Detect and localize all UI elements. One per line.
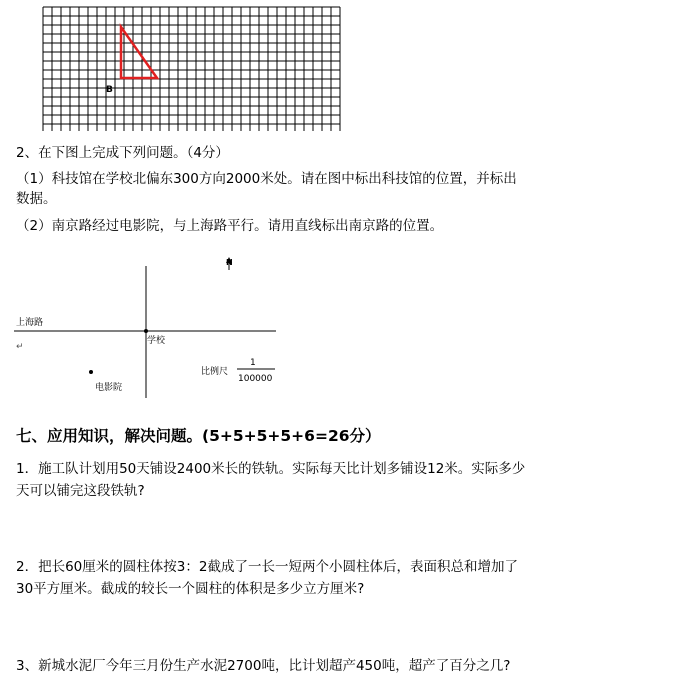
return-mark-icon: ↵ xyxy=(16,342,24,352)
scale-denominator: 100000 xyxy=(238,374,273,384)
school-dot xyxy=(144,329,148,333)
scale-label: 比例尺 xyxy=(201,367,229,377)
q2-title: 2、在下图上完成下列问题。（4分） xyxy=(16,145,229,161)
north-label: N xyxy=(226,258,233,267)
q2-part1-line2: 数据。 xyxy=(16,191,57,207)
grid-lines xyxy=(43,7,340,131)
school-label: 学校 xyxy=(147,336,166,346)
q2-part1-line1: （1）科技馆在学校北偏东300方向2000米处。请在图中标出科技馆的位置，并标出 xyxy=(16,171,517,187)
grid-figure xyxy=(0,0,675,140)
road-label: 上海路 xyxy=(16,318,44,328)
problem1-line2: 天可以铺完这段铁轨? xyxy=(16,483,145,499)
q2-part2: （2）南京路经过电影院，与上海路平行。请用直线标出南京路的位置。 xyxy=(16,218,444,234)
problem2-line2: 30平方厘米。截成的较长一个圆柱的体积是多少立方厘米? xyxy=(16,581,365,597)
problem1-line1: 1．施工队计划用50天铺设2400米长的铁轨。实际每天比计划多铺设12米。实际多少 xyxy=(16,461,526,477)
cinema-label: 电影院 xyxy=(95,383,123,393)
problem3-line1: 3、新城水泥厂今年三月份生产水泥2700吨，比计划超产450吨，超产了百分之几? xyxy=(16,658,511,674)
cinema-dot xyxy=(89,370,93,374)
section7-title: 七、应用知识，解决问题。(5+5+5+5+6=26分） xyxy=(16,427,381,445)
scale-numerator: 1 xyxy=(250,358,256,368)
point-b-label: B xyxy=(106,85,113,95)
map-figure xyxy=(0,250,675,400)
problem2-line1: 2．把长60厘米的圆柱体按3：2截成了一长一短两个小圆柱体后，表面积总和增加了 xyxy=(16,559,518,575)
